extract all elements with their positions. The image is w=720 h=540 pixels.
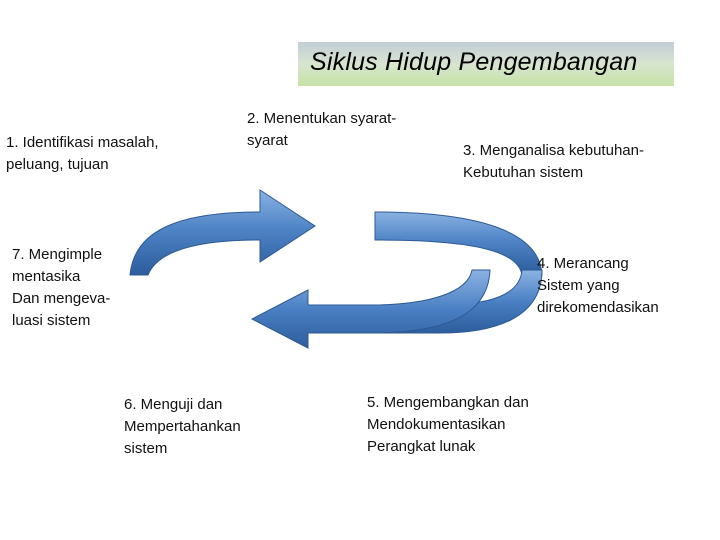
- step-2-label: 2. Menentukan syarat- syarat: [247, 110, 397, 149]
- upper-cycle-arrow: [130, 190, 315, 275]
- step-1-label: 1. Identifikasi masalah, peluang, tujuan: [6, 134, 159, 173]
- step-7-label: 7. Mengimple mentasika Dan mengeva- luasi sistem: [12, 246, 111, 329]
- step-6-label: 6. Menguji dan Mempertahankan sistem: [124, 396, 241, 457]
- step-5-label: 5. Mengembangkan dan Mendokumentasikan Perangkat lunak: [367, 394, 529, 455]
- step-3-label: 3. Menganalisa kebutuhan- Kebutuhan sistem: [463, 142, 644, 181]
- step-4-label: 4. Merancang Sistem yang direkomendasikan: [537, 255, 659, 316]
- right-cycle-ribbon: [375, 212, 542, 275]
- diagram-title: Siklus Hidup Pengembangan: [310, 48, 638, 76]
- lower-left-cycle-arrow: [252, 270, 490, 348]
